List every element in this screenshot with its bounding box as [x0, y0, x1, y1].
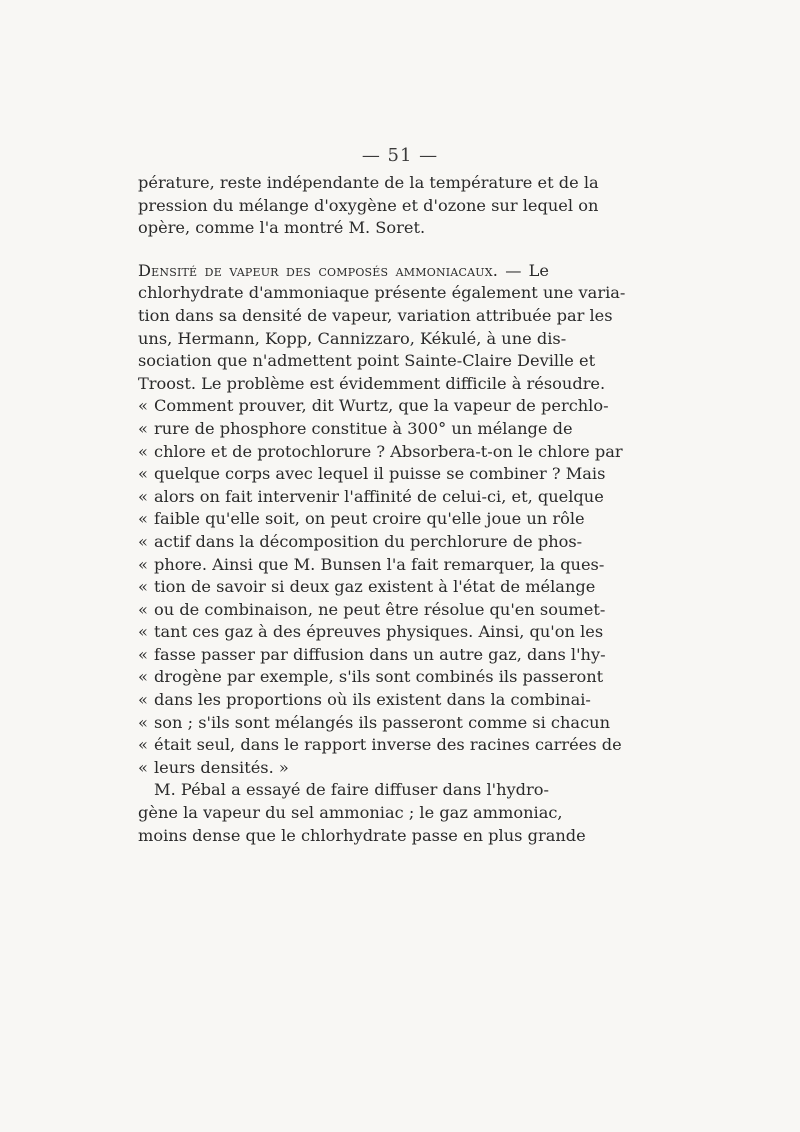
quote-mark: « [138, 486, 148, 506]
quote-line: « ou de combinaison, ne peut être résolue qu'en soumet- [138, 599, 549, 622]
quote-line: « dans les proportions où ils existent dans la combinai- [138, 689, 549, 712]
quote-mark: « [138, 622, 148, 642]
paragraph-2 [138, 260, 626, 396]
text-line: uns, Hermann, Kopp, Cannizzaro, Kékulé, à une dis- [138, 328, 567, 348]
quote-line: « tion de savoir si deux gaz existent à l'état de mélange [138, 576, 549, 599]
quote-mark: « [138, 441, 148, 461]
quote-mark: « [138, 644, 148, 664]
quote-line: « quelque corps avec lequel il puisse se combiner ? Mais [138, 463, 549, 486]
quote-mark: « [138, 509, 148, 529]
quote-line: « était seul, dans le rapport inverse des racines carrées de [138, 734, 549, 757]
text-line: pérature, reste indépendante de la température et de la [138, 173, 599, 192]
quote-line: « leurs densités. » [138, 757, 549, 780]
quote-mark: « [138, 599, 148, 619]
quote-line: « alors on fait intervenir l'affinité de celui-ci, et, quelque [138, 486, 549, 509]
text-line: M. Pébal a essayé de faire diffuser dans l'hydro- [154, 780, 549, 800]
quote-line: « faible qu'elle soit, on peut croire qu'elle joue un rôle [138, 508, 549, 531]
text-line: tion dans sa densité de vapeur, variation attribuée par les [138, 305, 613, 325]
quote-line: « drogène par exemple, s'ils sont combinés ils passeront [138, 666, 549, 689]
text-line: opère, comme l'a montré M. Soret. [138, 218, 426, 238]
quote-line: « son ; s'ils sont mélangés ils passeront comme si chacun [138, 712, 549, 735]
quotation [138, 395, 623, 779]
quote-mark: « [138, 464, 148, 484]
quote-mark: « [138, 690, 148, 710]
quote-end-mark: » [278, 757, 289, 777]
quote-mark: « [138, 531, 148, 551]
quote-mark: « [138, 712, 148, 732]
quote-line: « tant ces gaz à des épreuves physiques. Ainsi, qu'on les [138, 621, 549, 644]
text-line: pression du mélange d'oxygène et d'ozone sur lequel on [138, 195, 599, 215]
paragraph-1 [138, 172, 599, 240]
text-line-with-heading: Densité de vapeur des composés ammoniacaux. — Le [138, 260, 549, 280]
section-heading: Densité de vapeur des composés ammoniacaux. [138, 260, 499, 280]
quote-line: « Comment prouver, dit Wurtz, que la vapeur de perchlo- [138, 395, 549, 418]
quote-line: « chlore et de protochlorure ? Absorbera-t-on le chlore par [138, 441, 549, 464]
text-line: moins dense que le chlorhydrate passe en plus grande [138, 825, 586, 845]
quote-line: « rure de phosphore constitue à 300° un mélange de [138, 418, 549, 441]
text-line: Troost. Le problème est évidemment difficile à résoudre. [138, 373, 606, 393]
quote-line: « fasse passer par diffusion dans un autre gaz, dans l'hy- [138, 644, 549, 667]
quote-mark: « [138, 667, 148, 687]
quote-mark: « [138, 418, 148, 438]
quote-mark: « [138, 757, 148, 777]
page-text [138, 172, 626, 847]
quote-mark: « [138, 735, 148, 755]
text-line: gène la vapeur du sel ammoniac ; le gaz ammoniac, [138, 803, 563, 823]
page-number: — 51 — [361, 145, 439, 166]
text-line: sociation que n'admettent point Sainte-Claire Deville et [138, 351, 596, 371]
quote-mark: « [138, 577, 148, 597]
quote-mark: « [138, 554, 148, 574]
quote-line: « actif dans la décomposition du perchlorure de phos- [138, 531, 549, 554]
paragraph-3 [138, 779, 586, 847]
quote-line: « phore. Ainsi que M. Bunsen l'a fait remarquer, la ques- [138, 554, 549, 577]
quote-mark: « [138, 396, 148, 416]
text-line: chlorhydrate d'ammoniaque présente également une varia- [138, 283, 626, 303]
